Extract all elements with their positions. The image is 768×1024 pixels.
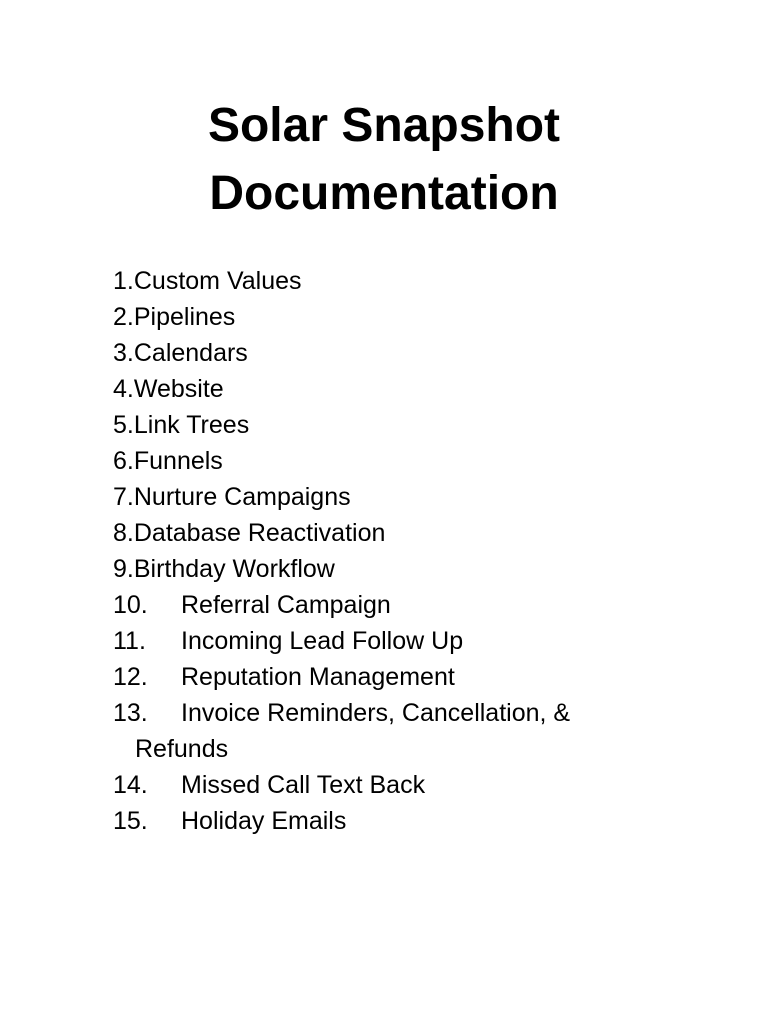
item-number: 9. [113,555,134,583]
item-text: Reputation Management [181,663,455,691]
item-number: 6. [113,447,134,475]
item-number: 7. [113,483,134,511]
item-number: 8. [113,519,134,547]
item-number: 10. [113,591,148,619]
item-text-continued: Refunds [135,735,229,763]
item-text: Referral Campaign [181,591,391,619]
item-text: Incoming Lead Follow Up [181,627,464,655]
list-item [113,803,673,839]
list-item [113,551,673,587]
list-item [113,659,673,695]
list-item [113,299,673,335]
list-item [113,767,673,803]
list-item [113,623,673,659]
item-number: 15. [113,807,148,835]
item-number: 4. [113,375,134,403]
list-item [113,479,673,515]
item-text: Link Trees [133,411,250,439]
item-number: 2. [113,303,134,331]
item-text: Calendars [133,339,248,367]
item-number: 5. [113,411,134,439]
item-text: Pipelines [133,303,236,331]
list-item [113,371,673,407]
list-item [113,443,673,479]
item-text: Nurture Campaigns [133,483,351,511]
item-number: 3. [113,339,134,367]
list-item [113,335,673,371]
item-number: 11. [113,627,146,655]
item-text: Website [133,375,224,403]
item-text: Missed Call Text Back [181,771,426,799]
item-text: Funnels [133,447,223,475]
item-text: Holiday Emails [181,807,347,835]
item-text: Custom Values [133,267,302,295]
item-number: 12. [113,663,148,691]
item-number: 13. [113,699,148,727]
title-line-2: Documentation [209,167,559,220]
list-item [113,695,673,767]
item-text: Birthday Workflow [133,555,335,583]
item-text: Database Reactivation [133,519,386,547]
title-line-1: Solar Snapshot [207,99,561,152]
list-item [113,263,673,299]
item-number: 1. [113,267,134,295]
list-item [113,587,673,623]
item-number: 14. [113,771,148,799]
document-title [0,92,768,228]
list-item [113,407,673,443]
list-item [113,515,673,551]
table-of-contents [113,263,673,839]
item-text: Invoice Reminders, Cancellation, & [181,699,571,727]
